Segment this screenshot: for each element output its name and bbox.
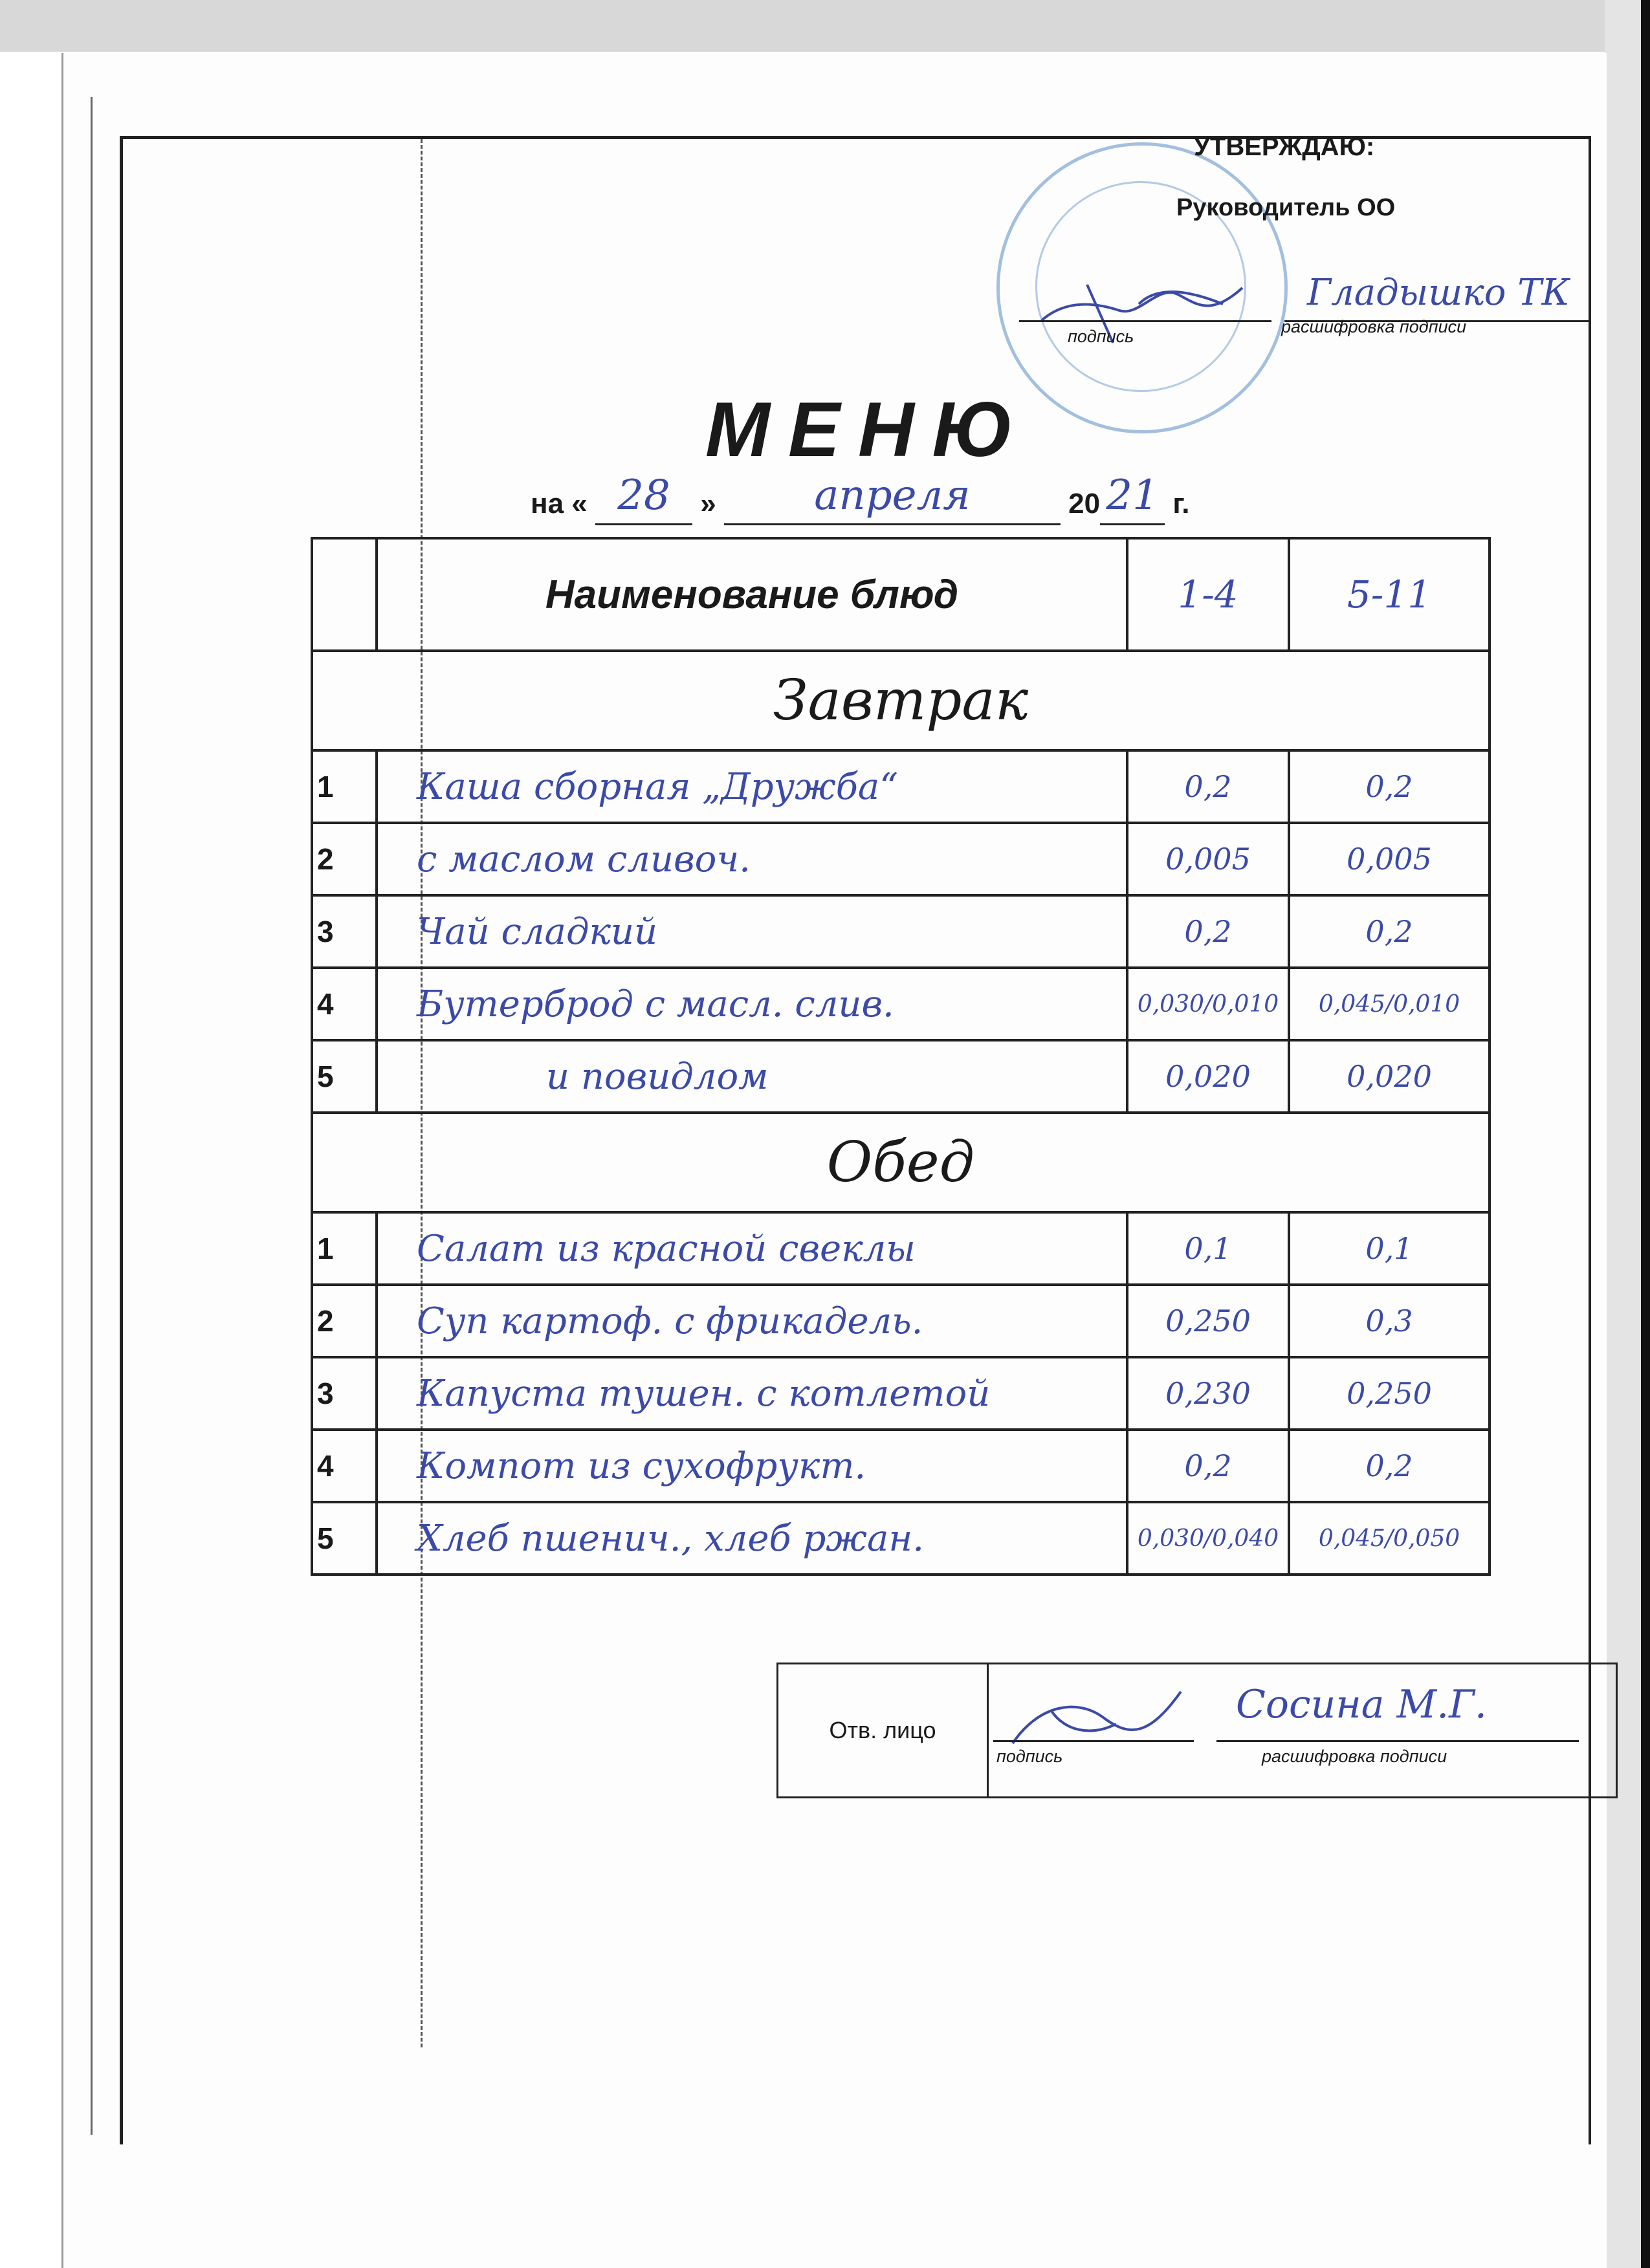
row-number: 3	[312, 1357, 377, 1430]
portion-1-4: 0,020	[1127, 1040, 1289, 1113]
section-title-lunch: Обед	[312, 1113, 1490, 1212]
row-number: 2	[312, 823, 377, 895]
section-row	[312, 651, 1490, 750]
dish-name: Суп картоф. с фрикадель.	[377, 1285, 1127, 1357]
head-signature-line	[1019, 320, 1271, 322]
portion-1-4: 0,1	[1127, 1212, 1289, 1285]
dish-name: Каша сборная „Дружба“	[377, 750, 1127, 823]
date-mid: »	[700, 488, 716, 519]
table-row	[312, 895, 1490, 968]
portion-5-11: 0,1	[1289, 1212, 1490, 1285]
portion-1-4: 0,230	[1127, 1357, 1289, 1430]
table-row	[312, 823, 1490, 895]
row-number: 3	[312, 895, 377, 968]
portion-1-4: 0,030/0,010	[1127, 968, 1289, 1040]
responsible-label: Отв. лицо	[778, 1664, 988, 1798]
dish-name: Хлеб пшенич., хлеб ржан.	[377, 1502, 1127, 1575]
table-row	[312, 750, 1490, 823]
portion-5-11: 0,045/0,010	[1289, 968, 1490, 1040]
table-row	[312, 1285, 1490, 1357]
portion-5-11: 0,2	[1289, 1430, 1490, 1502]
date-day: 28	[617, 472, 670, 519]
row-number: 1	[312, 1212, 377, 1285]
decode-caption: расшифровка подписи	[1281, 317, 1467, 336]
signature-caption: подпись	[1068, 327, 1134, 346]
age-group-header-1-4: 1-4	[1178, 572, 1238, 616]
portion-1-4: 0,2	[1127, 895, 1289, 968]
responsible-signature-line	[993, 1740, 1194, 1742]
date-month: апреля	[814, 472, 971, 519]
table-header-row	[312, 538, 1490, 651]
portion-5-11: 0,005	[1289, 823, 1490, 895]
dish-name: Бутерброд с масл. слив.	[377, 968, 1127, 1040]
table-row	[312, 1502, 1490, 1575]
menu-table	[311, 537, 1491, 1576]
portion-1-4: 0,030/0,040	[1127, 1502, 1289, 1575]
portion-5-11: 0,2	[1289, 895, 1490, 968]
row-number: 1	[312, 750, 377, 823]
dish-name-header: Наименование блюд	[377, 538, 1127, 651]
table-row	[312, 1212, 1490, 1285]
table-row	[312, 1430, 1490, 1502]
responsible-decode-line	[1216, 1740, 1579, 1742]
row-number: 5	[312, 1040, 377, 1113]
dish-name: Салат из красной свеклы	[377, 1212, 1127, 1285]
row-number: 4	[312, 968, 377, 1040]
portion-1-4: 0,005	[1127, 823, 1289, 895]
year-suffix: 21	[1106, 472, 1159, 519]
dish-name: Компот из сухофрукт.	[377, 1430, 1127, 1502]
responsible-decode-caption: расшифровка подписи	[1262, 1747, 1447, 1766]
head-position: Руководитель ОО	[1176, 194, 1396, 221]
responsible-signature-caption: подпись	[996, 1747, 1063, 1766]
portion-1-4: 0,250	[1127, 1285, 1289, 1357]
row-number: 4	[312, 1430, 377, 1502]
dish-name: Капуста тушен. с котлетой	[377, 1357, 1127, 1430]
age-group-header-5-11: 5-11	[1347, 572, 1432, 616]
row-number: 5	[312, 1502, 377, 1575]
portion-5-11: 0,020	[1289, 1040, 1490, 1113]
section-title-breakfast: Завтрак	[312, 651, 1490, 750]
date-prefix: на «	[531, 488, 588, 519]
approve-label: УТВЕРЖДАЮ:	[1194, 133, 1375, 161]
table-row	[312, 1357, 1490, 1430]
portion-5-11: 0,250	[1289, 1357, 1490, 1430]
head-signature	[1029, 259, 1275, 356]
portion-5-11: 0,045/0,050	[1289, 1502, 1490, 1575]
table-row	[312, 968, 1490, 1040]
date-suffix: г.	[1172, 488, 1190, 519]
page-edge-line	[91, 97, 93, 2135]
dish-name: Чай сладкий	[377, 895, 1127, 968]
page-title: МЕНЮ	[705, 386, 1031, 473]
portion-5-11: 0,2	[1289, 750, 1490, 823]
table-row	[312, 1040, 1490, 1113]
row-number: 2	[312, 1285, 377, 1357]
menu-date	[531, 472, 1190, 525]
section-row	[312, 1113, 1490, 1212]
responsible-name: Сосина М.Г.	[1236, 1682, 1487, 1727]
dish-name: с маслом сливоч.	[377, 823, 1127, 895]
scan-edge-right	[1641, 0, 1650, 2268]
year-prefix: 20	[1068, 488, 1101, 519]
portion-1-4: 0,2	[1127, 1430, 1289, 1502]
approver-name: Гладышко ТК	[1307, 272, 1570, 314]
portion-5-11: 0,3	[1289, 1285, 1490, 1357]
scan-border-top	[0, 0, 1650, 52]
portion-1-4: 0,2	[1127, 750, 1289, 823]
dish-name: и повидлом	[377, 1040, 1127, 1113]
